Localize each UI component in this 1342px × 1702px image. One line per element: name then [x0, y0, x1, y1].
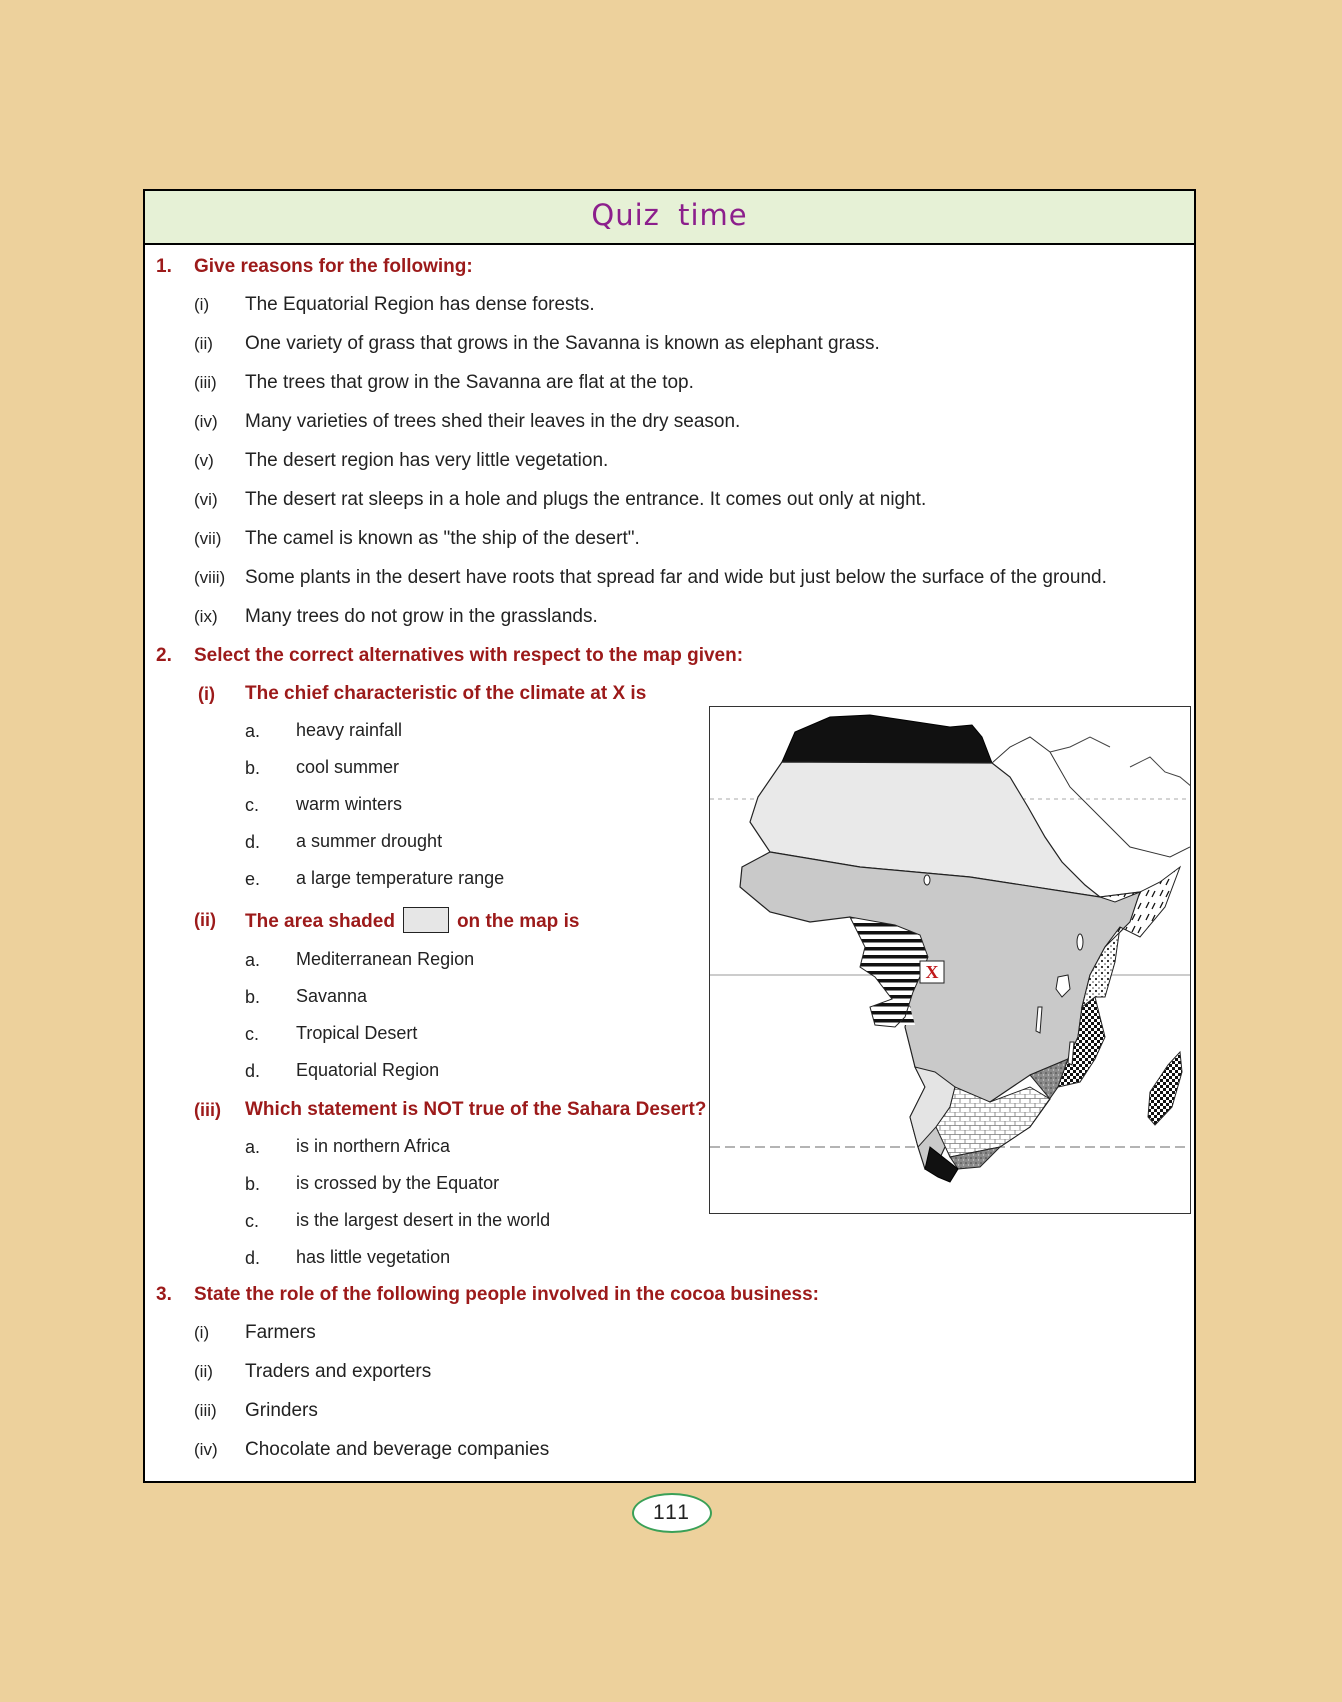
- page-title: Quiz time: [591, 198, 748, 232]
- q2-part-prompt: [245, 909, 579, 935]
- option-text: Savanna: [296, 986, 368, 1006]
- option-letter: d.: [245, 1061, 261, 1081]
- question-3-prompt: State the role of the following people involved in the cocoa business:: [194, 1284, 819, 1305]
- option-letter: b.: [245, 1174, 261, 1194]
- q1-item-number: (ii): [194, 334, 213, 353]
- option-text: is in northern Africa: [296, 1136, 451, 1156]
- q2-part-prompt: Which statement is NOT true of the Sahara Desert?: [245, 1099, 707, 1120]
- q3-item-text: Farmers: [245, 1322, 316, 1343]
- option-text: Equatorial Region: [296, 1060, 440, 1080]
- option-text: warm winters: [296, 794, 403, 814]
- option-letter: a.: [245, 950, 261, 970]
- q1-item-text: The Equatorial Region has dense forests.: [245, 294, 595, 315]
- page-number: 111: [632, 1493, 712, 1533]
- q2-part-prompt-end: on the map is: [456, 911, 580, 933]
- q1-item-text: One variety of grass that grows in the Savanna is known as elephant grass.: [245, 333, 880, 354]
- q1-item-text: The desert rat sleeps in a hole and plugs the entrance. It comes out only at night.: [245, 489, 927, 510]
- shaded-area-swatch: [403, 907, 449, 933]
- q1-item-text: Some plants in the desert have roots that spread far and wide but just below the surface of the ground.: [245, 567, 1107, 588]
- q1-item-text: Many varieties of trees shed their leaves in the dry season.: [245, 411, 741, 432]
- q3-item-number: (ii): [194, 1362, 213, 1381]
- option-text: has little vegetation: [296, 1247, 451, 1267]
- q3-item-number: (i): [194, 1323, 210, 1342]
- q2-part-prompt: The chief characteristic of the climate at X is: [245, 683, 647, 704]
- lake-chad: [924, 875, 930, 885]
- x-marker-label: X: [925, 962, 939, 982]
- q1-item-number: (vii): [194, 529, 222, 548]
- q1-item-text: The trees that grow in the Savanna are flat at the top.: [245, 372, 694, 393]
- question-1-number: 1.: [156, 256, 172, 277]
- madagascar-island: [1148, 1052, 1182, 1125]
- africa-climate-map: [709, 706, 1191, 1214]
- option-text: is crossed by the Equator: [296, 1173, 500, 1193]
- q1-item-number: (vi): [194, 490, 218, 509]
- option-letter: e.: [245, 869, 261, 889]
- option-text: heavy rainfall: [296, 720, 403, 740]
- q1-item-number: (iv): [194, 412, 218, 431]
- title-bar: [145, 191, 1194, 245]
- q2-part-prompt-start: The area shaded: [245, 911, 395, 933]
- option-text: is the largest desert in the world: [296, 1210, 551, 1230]
- q2-part-number: (i): [198, 684, 215, 704]
- q1-item-number: (i): [194, 295, 210, 314]
- q2-part-number: (ii): [194, 910, 216, 930]
- q1-item-text: The camel is known as "the ship of the desert".: [245, 528, 640, 549]
- option-letter: d.: [245, 832, 261, 852]
- option-text: Tropical Desert: [296, 1023, 418, 1043]
- q3-item-number: (iv): [194, 1440, 218, 1459]
- lake-turkana: [1077, 934, 1083, 950]
- q1-item-number: (iii): [194, 373, 217, 392]
- q1-item-number: (ix): [194, 607, 218, 626]
- q3-item-number: (iii): [194, 1401, 217, 1420]
- q2-part-number: (iii): [194, 1100, 221, 1120]
- mediterranean-region: [782, 715, 992, 763]
- option-letter: b.: [245, 987, 261, 1007]
- q1-item-text: The desert region has very little vegetation.: [245, 450, 609, 471]
- option-text: a summer drought: [296, 831, 443, 851]
- q3-item-text: Chocolate and beverage companies: [245, 1439, 550, 1460]
- q1-item-number: (viii): [194, 568, 226, 587]
- option-letter: b.: [245, 758, 261, 778]
- q1-item-number: (v): [194, 451, 214, 470]
- option-letter: c.: [245, 1024, 260, 1044]
- option-text: a large temperature range: [296, 868, 505, 888]
- q3-item-text: Grinders: [245, 1400, 318, 1421]
- middle-east-outline: [1130, 757, 1191, 787]
- q1-item-text: Many trees do not grow in the grasslands.: [245, 606, 598, 627]
- option-text: cool summer: [296, 757, 400, 777]
- question-3-number: 3.: [156, 1284, 172, 1305]
- question-2-prompt: Select the correct alternatives with respect to the map given:: [194, 645, 744, 666]
- option-text: Mediterranean Region: [296, 949, 475, 969]
- question-2-number: 2.: [156, 645, 172, 666]
- option-letter: d.: [245, 1248, 261, 1268]
- option-letter: a.: [245, 721, 261, 741]
- option-letter: c.: [245, 1211, 260, 1231]
- option-letter: a.: [245, 1137, 261, 1157]
- option-letter: c.: [245, 795, 260, 815]
- question-1-prompt: Give reasons for the following:: [194, 256, 473, 277]
- q3-item-text: Traders and exporters: [245, 1361, 432, 1382]
